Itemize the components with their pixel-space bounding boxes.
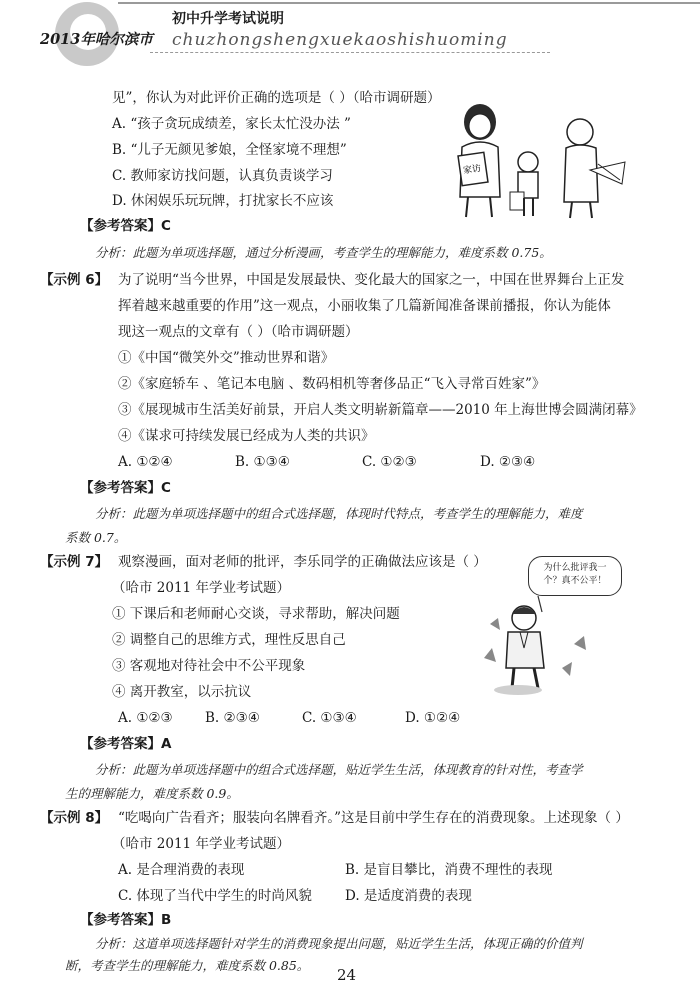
ex7-choice-d: D. ①②④ xyxy=(405,710,461,726)
ex8-choice-b: B. 是盲目攀比，消费不理性的表现 xyxy=(345,862,553,878)
ex7-choice-c: C. ①③④ xyxy=(302,710,357,726)
ex6-label: 【示例 6】 xyxy=(40,272,109,288)
ex6-item-2: ②《家庭轿车 、笔记本电脑 、数码相机等奢侈品正“飞入寻常百姓家”》 xyxy=(118,376,546,392)
ex8-answer: 【参考答案】B xyxy=(80,912,172,928)
header-year-city: 2013年哈尔滨市 xyxy=(40,31,153,48)
ex7-item-3: ③ 客观地对待社会中不公平现象 xyxy=(112,658,306,674)
page-number: 24 xyxy=(337,966,357,984)
ex8-choice-a: A. 是合理消费的表现 xyxy=(118,862,245,878)
ex6-choice-a: A. ①②④ xyxy=(118,454,173,470)
ex5-cartoon xyxy=(440,92,630,222)
ex6-item-1: ①《中国“微笑外交”推动世界和谐》 xyxy=(118,350,335,366)
ex7-stem-line-1: 观察漫画，面对老师的批评，李乐同学的正确做法应该是（ ） xyxy=(118,554,487,570)
ex6-analysis-line-1: 分析：此题为单项选择题中的组合式选择题，体现时代特点，考查学生的理解能力，难度 xyxy=(95,506,583,521)
ex7-item-2: ② 调整自己的思维方式，理性反思自己 xyxy=(112,632,346,648)
ex7-stem-line-2: （哈市 2011 年学业考试题） xyxy=(112,580,290,596)
ex5-option-d: D. 休闲娱乐玩玩牌，打扰家长不应该 xyxy=(112,193,334,209)
ex5-cartoon-sign: 家访 xyxy=(462,163,482,177)
ex5-option-b: B. “儿子无颜见爹娘，全怪家境不理想” xyxy=(112,142,347,158)
ex6-stem-line-3: 现这一观点的文章有（ ）（哈市调研题） xyxy=(118,324,359,340)
ex5-option-a: A. “孩子贪玩成绩差，家长太忙没办法 ” xyxy=(112,116,351,132)
ex5-answer: 【参考答案】C xyxy=(80,218,171,234)
header-rule xyxy=(118,2,700,4)
ex7-bubble-line-1: 为什么批评我一 xyxy=(543,563,607,573)
ex6-choice-d: D. ②③④ xyxy=(480,454,536,470)
ex6-choice-c: C. ①②③ xyxy=(362,454,417,470)
ex6-stem-line-2: 挥着越来越重要的作用”这一观点，小丽收集了几篇新闻准备课前播报，你认为能体 xyxy=(118,298,611,314)
ex7-choice-a: A. ①②③ xyxy=(118,710,173,726)
ex7-cartoon xyxy=(478,588,598,696)
ex5-analysis: 分析：此题为单项选择题，通过分析漫画，考查学生的理解能力，难度系数 0.75。 xyxy=(95,245,552,260)
header-dashed-rule xyxy=(150,52,550,53)
ex7-label: 【示例 7】 xyxy=(40,554,109,570)
ex8-analysis-line-1: 分析：这道单项选择题针对学生的消费现象提出问题，贴近学生生活，体现正确的价值判 xyxy=(95,936,583,951)
ex6-answer: 【参考答案】C xyxy=(80,480,171,496)
ex8-stem-line-2: （哈市 2011 年学业考试题） xyxy=(112,836,290,852)
ex7-answer: 【参考答案】A xyxy=(80,736,172,752)
ex8-choice-c: C. 体现了当代中学生的时尚风貌 xyxy=(118,888,312,904)
ex8-stem-line-1: “吃喝向广告看齐；服装向名牌看齐。”这是目前中学生存在的消费现象。上述现象（ ） xyxy=(118,810,629,826)
header-title: 初中升学考试说明 xyxy=(172,11,284,27)
ex7-analysis-line-1: 分析：此题为单项选择题中的组合式选择题，贴近学生生活，体现教育的针对性，考查学 xyxy=(95,762,583,777)
ex5-stem-tail: 见”，你认为对此评价正确的选项是（ ）（哈市调研题） xyxy=(112,90,441,106)
ex7-analysis-line-2: 生的理解能力，难度系数 0.9。 xyxy=(65,786,239,801)
ex8-label: 【示例 8】 xyxy=(40,810,109,826)
ex6-analysis-line-2: 系数 0.7。 xyxy=(65,530,127,545)
ex6-item-4: ④《谋求可持续发展已经成为人类的共识》 xyxy=(118,428,375,444)
ex8-analysis-line-2: 断，考查学生的理解能力，难度系数 0.85。 xyxy=(65,958,310,973)
ex6-stem-line-1: 为了说明“当今世界，中国是发展最快、变化最大的国家之一，中国在世界舞台上正发 xyxy=(118,272,625,288)
ex7-item-1: ① 下课后和老师耐心交谈，寻求帮助，解决问题 xyxy=(112,606,400,622)
ex7-bubble-line-2: 个？真不公平！ xyxy=(543,576,607,586)
ex7-choice-b: B. ②③④ xyxy=(205,710,260,726)
ex6-item-3: ③《展现城市生活美好前景，开启人类文明崭新篇章——2010 年上海世博会圆满闭幕》 xyxy=(118,402,643,418)
ex8-choice-d: D. 是适度消费的表现 xyxy=(345,888,472,904)
ex6-choice-b: B. ①③④ xyxy=(235,454,290,470)
ex7-item-4: ④ 离开教室，以示抗议 xyxy=(112,684,252,700)
ex5-option-c: C. 教师家访找问题，认真负责谈学习 xyxy=(112,168,333,184)
header-pinyin: chuzhongshengxuekaoshishuoming xyxy=(172,30,508,50)
